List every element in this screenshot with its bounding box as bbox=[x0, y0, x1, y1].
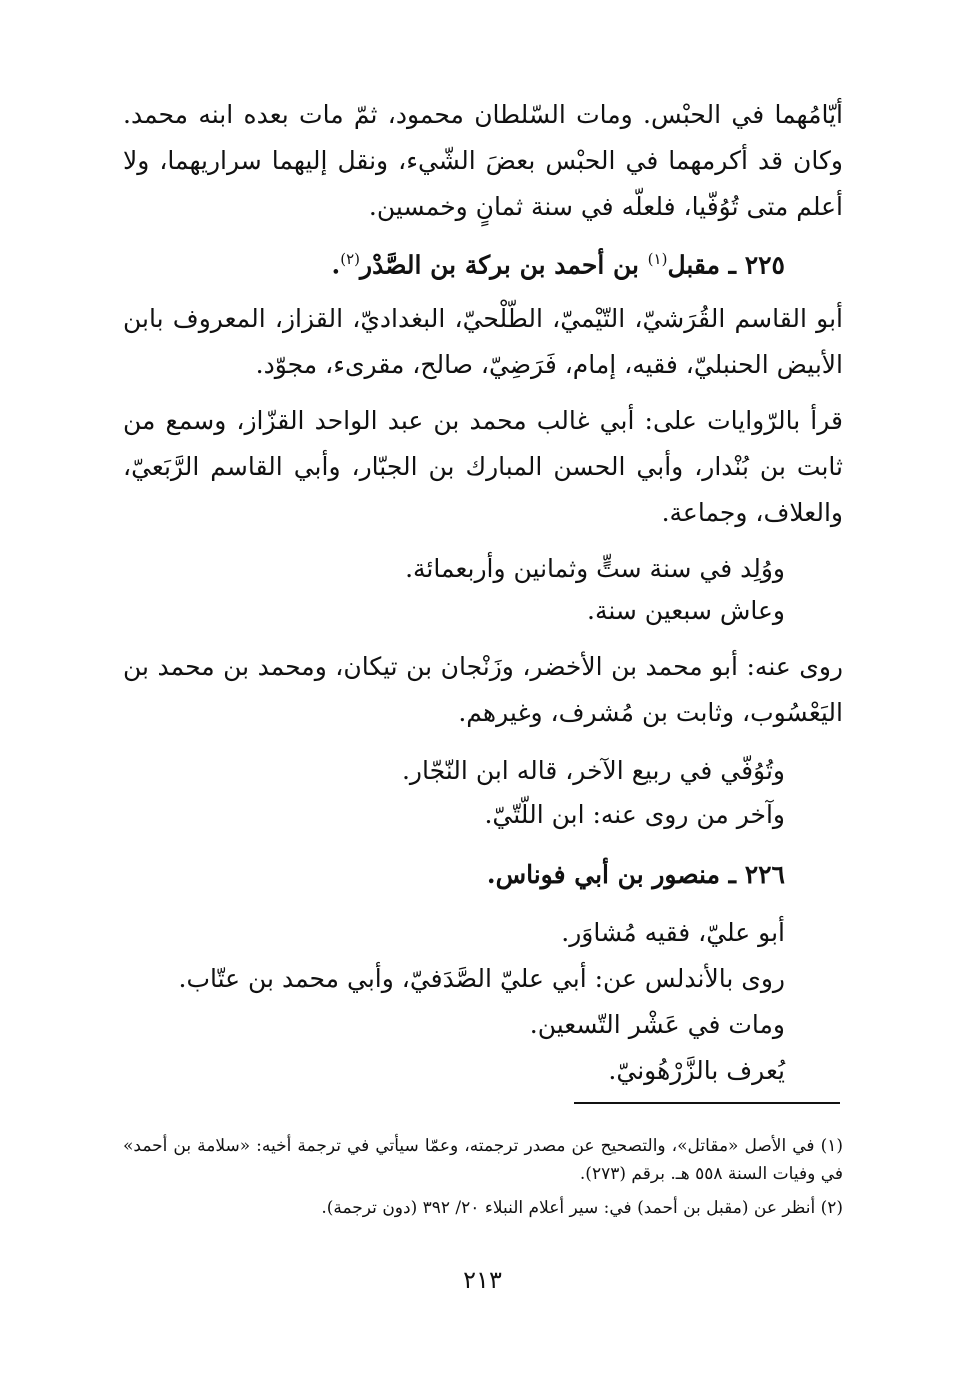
entry-225-death: وتُوُفّي في ربيع الآخر، قاله ابن النّجّار. bbox=[401, 756, 785, 785]
entry-226-teachers: روى بالأندلس عن: أبي عليّ الصَّدَفيّ، وأبي محمد بن عتّاب. bbox=[178, 964, 785, 993]
footnote-ref-1: (١) bbox=[647, 250, 668, 268]
entry-226-heading: ٢٢٦ ـ منصور بن أبي فوناس. bbox=[486, 860, 785, 889]
entry-225-heading bbox=[332, 236, 786, 288]
entry-226-titles: أبو عليّ، فقيه مُشاوَر. bbox=[561, 918, 785, 947]
entry-226-known-as: يُعرف بالزَّرْهُونيّ. bbox=[608, 1056, 785, 1085]
footnote-ref-2: (٢) bbox=[340, 250, 360, 268]
page-number: ٢١٣ bbox=[463, 1266, 502, 1294]
intro-paragraph: أيّامُهما في الحبْس. ومات السّلطان محمود، ثمّ مات بعده ابنه محمد. وكان قد أكرمهما في الحبْس بعضَ الشّيء، ونقل إليهما سراريهما، ولا أعلم متى تُوُفّيا، فلعلّه في سنة ثمانٍ وخمسين. bbox=[123, 100, 843, 221]
entry-225-heading-rest: بن أحمد بن بركة بن الصَّدْر bbox=[360, 250, 648, 280]
entry-225-born: ووُلِد في سنة ستٍّ وثمانين وأربعمائة. bbox=[405, 554, 785, 583]
entry-225-teachers: قرأ بالرّوايات على: أبي غالب محمد بن عبد الواحد القزّاز، وسمع من ثابت بن بُنْدار، وأبي الحسن المبارك بن الجبّار، وأبي القاسم الرَّبَعيّ، والعلاف، وجماعة. bbox=[123, 406, 843, 527]
entry-225-heading-end: . bbox=[331, 250, 341, 280]
entry-225-lived: وعاش سبعين سنة. bbox=[587, 596, 785, 625]
entry-225-titles: أبو القاسم القُرَشيّ، التّيْميّ، الطّلْحيّ، البغداديّ، القزاز، المعروف بابن الأبيض الحنبليّ، فقيه، إمام، فَرَضِيّ، صالح، مقرىء، مجوّد. bbox=[123, 304, 843, 379]
footnote-divider bbox=[574, 1102, 840, 1104]
entry-225-students: روى عنه: أبو محمد بن الأخضر، وزَنْجان بن تيكان، ومحمد بن محمد بن اليَعْسُوب، وثابت بن مُشرف، وغيرهم. bbox=[123, 652, 843, 727]
entry-225-last-narrator: وآخر من روى عنه: ابن اللّتّيّ. bbox=[484, 800, 785, 829]
entry-226-death: ومات في عَشْر التّسعين. bbox=[529, 1010, 785, 1039]
footnote-1: (١) في الأصل «مقاتل»، والتصحيح عن مصدر ترجمته، وعمّا سيأتي في ترجمة أخيه: «سلامة بن أحمد» في وفيات السنة ٥٥٨ هـ. برقم (٢٧٣). bbox=[123, 1136, 843, 1184]
footnote-2: (٢) أنظر عن (مقبل بن أحمد) في: سير أعلام النبلاء ٢٠/ ٣٩٢ (دون ترجمة). bbox=[321, 1198, 843, 1218]
entry-225-heading-main: ٢٢٥ ـ مقبل bbox=[667, 250, 785, 280]
